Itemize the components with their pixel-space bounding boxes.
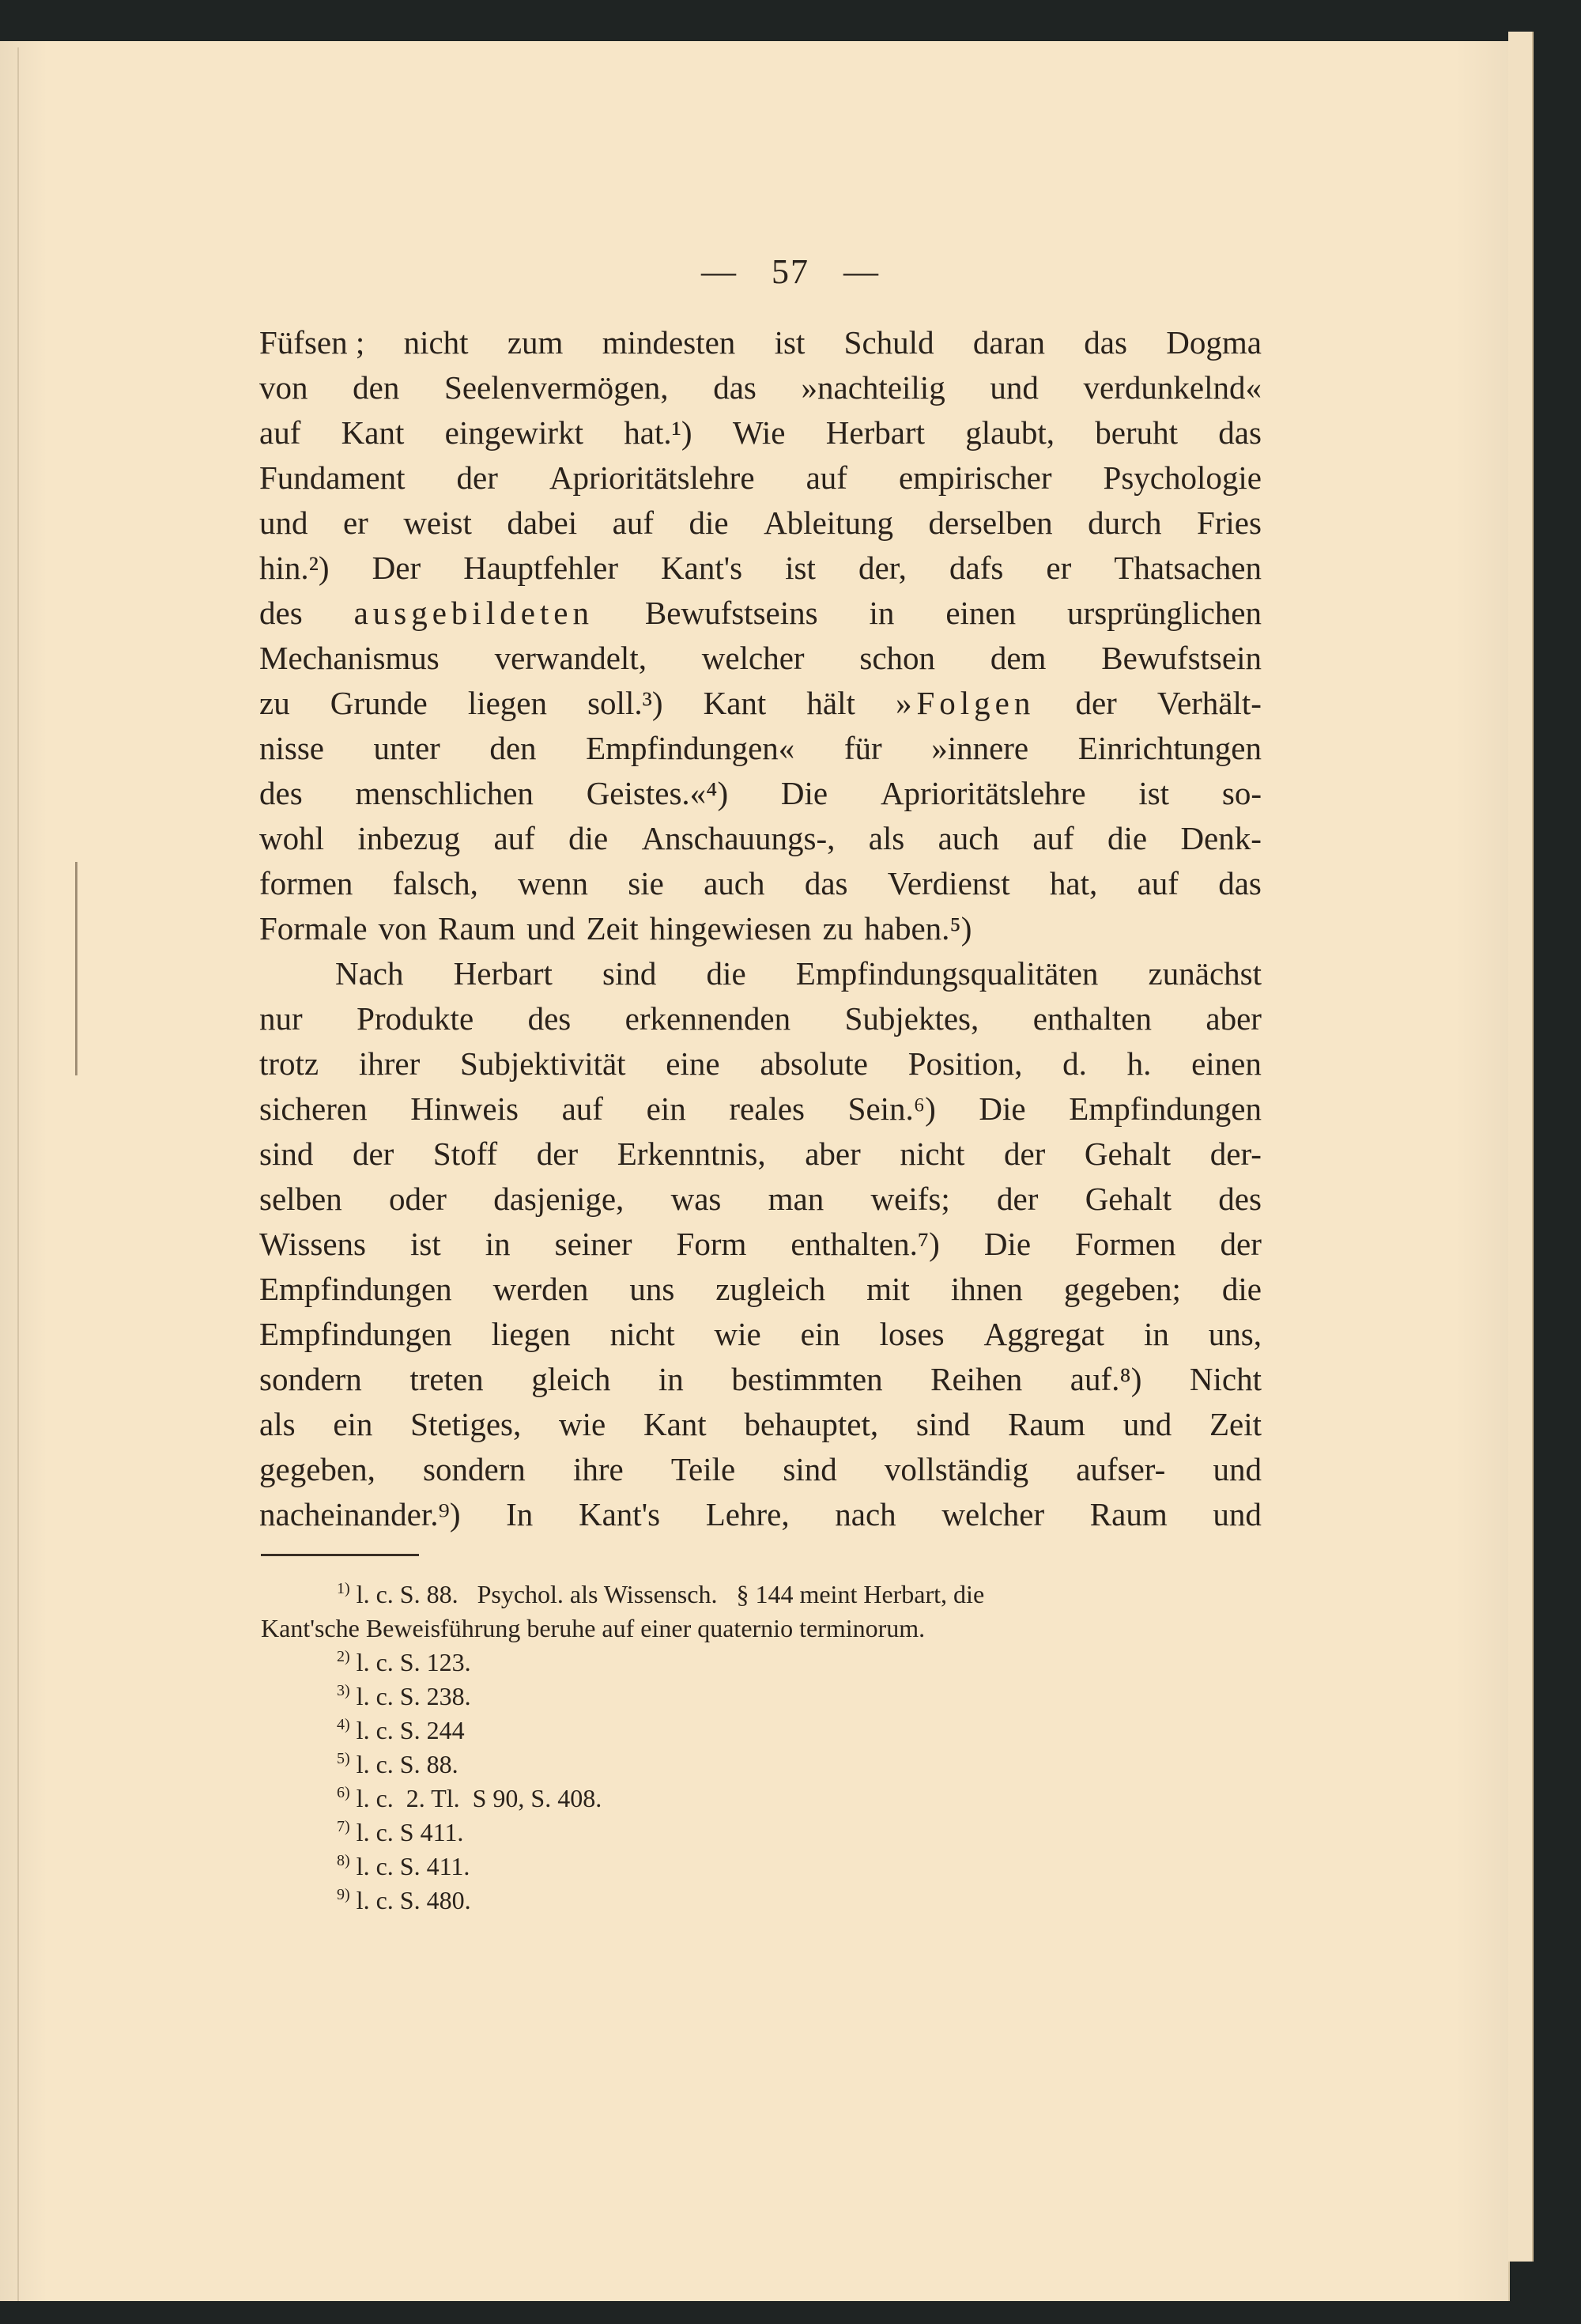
word: Produkte: [357, 1000, 474, 1037]
word: treten: [409, 1361, 484, 1397]
word: des: [259, 595, 303, 631]
word: Bewufstseins: [644, 595, 818, 631]
word: Sein.⁶): [847, 1090, 936, 1127]
text-line: [259, 726, 1262, 771]
word: und: [1123, 1406, 1172, 1442]
word: Denk-: [1180, 820, 1262, 856]
word: wenn: [518, 865, 588, 901]
word: einen: [945, 595, 1017, 631]
word: einen: [1191, 1045, 1262, 1082]
word: welcher: [701, 640, 805, 676]
page-number-value: 57: [772, 252, 809, 291]
word: Dogma: [1166, 324, 1262, 361]
word: hält: [806, 685, 855, 721]
word: sondern: [259, 1361, 362, 1397]
word: inbezug: [357, 820, 461, 856]
word: Herbart: [453, 955, 553, 992]
footnote-text: l. c. S. 88. Psychol. als Wissensch. § 144 meint Herbart, die: [356, 1580, 985, 1608]
word: menschlichen: [355, 775, 534, 811]
text-line: [259, 951, 1262, 996]
word: aufser-: [1076, 1451, 1166, 1487]
word: liegen: [467, 685, 548, 721]
word: Gehalt: [1085, 1181, 1172, 1217]
word: wie: [559, 1406, 606, 1442]
word: Erkenntnis,: [617, 1136, 766, 1172]
word: Formale: [259, 910, 368, 947]
word: Raum: [1089, 1496, 1168, 1532]
word: gegeben,: [259, 1451, 375, 1487]
body-text: [259, 320, 1262, 1537]
word: Verhält-: [1157, 685, 1262, 721]
word: des: [1218, 1181, 1262, 1217]
word: absolute: [760, 1045, 868, 1082]
word: eine: [666, 1045, 720, 1082]
word: von: [259, 369, 308, 406]
word: Mechanismus: [259, 640, 440, 676]
word: Lehre,: [705, 1496, 790, 1532]
footnote-text: l. c. S. 411.: [356, 1852, 470, 1880]
footnote-text: l. c. S. 480.: [356, 1886, 471, 1914]
word: zum: [507, 324, 564, 361]
word: auf: [1032, 820, 1074, 856]
word: in: [869, 595, 895, 631]
footnote-text: l. c. S. 244: [356, 1716, 465, 1744]
word: Zeit: [1209, 1406, 1262, 1442]
word: was: [670, 1181, 722, 1217]
footnotes: [261, 1578, 1263, 1918]
word: das: [1084, 324, 1127, 361]
word: sondern: [423, 1451, 526, 1487]
word: das: [713, 369, 757, 406]
word: Nach: [335, 955, 404, 992]
word: reales: [729, 1090, 805, 1127]
word: auf: [612, 504, 654, 541]
word: Formen: [1075, 1226, 1176, 1262]
word: Form: [676, 1226, 747, 1262]
word: Schuld: [843, 324, 934, 361]
word: Position,: [907, 1045, 1023, 1082]
word: und: [1213, 1496, 1262, 1532]
word: glaubt,: [965, 414, 1055, 451]
footnote-mark: 5): [337, 1750, 350, 1767]
word: vollständig: [884, 1451, 1029, 1487]
footnote: [261, 1646, 1263, 1680]
word: Fries: [1196, 504, 1262, 541]
text-line: [259, 636, 1262, 681]
word: bestimmten: [731, 1361, 883, 1397]
word: dabei: [507, 504, 578, 541]
word: Anschauungs-,: [641, 820, 836, 856]
word: Reihen: [930, 1361, 1023, 1397]
word: mit: [866, 1271, 910, 1307]
word: Die: [780, 775, 828, 811]
word: auch: [704, 865, 765, 901]
word: Stoff: [432, 1136, 498, 1172]
word: schon: [859, 640, 936, 676]
word: Empfindungen: [259, 1316, 452, 1352]
word: Wissens: [259, 1226, 367, 1262]
text-line: [259, 546, 1262, 591]
word: die: [1107, 820, 1148, 856]
footnote: [261, 1850, 1263, 1884]
word: Kant's: [579, 1496, 661, 1532]
word: so-: [1221, 775, 1262, 811]
text-line: [259, 1492, 1262, 1537]
word: »nachteilig: [801, 369, 945, 406]
footnote: [261, 1816, 1263, 1850]
word: zu: [822, 910, 854, 947]
footnote: [261, 1578, 1263, 1612]
word: weist: [403, 504, 472, 541]
word: uns: [629, 1271, 675, 1307]
word: soll.³): [587, 685, 663, 721]
word: Verdienst: [887, 865, 1010, 901]
word: der-: [1209, 1136, 1262, 1172]
word: das: [804, 865, 848, 901]
word: selben: [259, 1181, 342, 1217]
word: Kant: [703, 685, 767, 721]
word: der,: [858, 550, 907, 586]
word: uns,: [1208, 1316, 1262, 1352]
word: Kant: [341, 414, 405, 451]
text-line: [259, 861, 1262, 906]
word: ist: [1138, 775, 1170, 811]
word: als: [259, 1406, 296, 1442]
word: hin.²): [259, 550, 330, 586]
text-line: [259, 365, 1262, 410]
word: ihnen: [950, 1271, 1023, 1307]
word: gegeben;: [1063, 1271, 1181, 1307]
footnote-mark: 9): [337, 1886, 350, 1903]
word: behauptet,: [744, 1406, 879, 1442]
word: auf: [259, 414, 301, 451]
footnote-mark: 7): [337, 1818, 350, 1835]
word: dafs: [949, 550, 1004, 586]
word: von: [378, 910, 428, 947]
word: das: [1218, 414, 1262, 451]
footnote: [261, 1748, 1263, 1782]
footnote-mark: 3): [337, 1682, 350, 1699]
word: liegen: [491, 1316, 571, 1352]
word: Fundament: [259, 459, 406, 496]
word: Nicht: [1189, 1361, 1262, 1397]
word: aber: [805, 1136, 861, 1172]
word: oder: [389, 1181, 447, 1217]
word: sie: [628, 865, 664, 901]
word: Raum: [438, 910, 516, 947]
word: Die: [979, 1090, 1026, 1127]
word: und: [259, 504, 308, 541]
footnote: [261, 1612, 1263, 1646]
word: sicheren: [259, 1090, 368, 1127]
word: der: [536, 1136, 579, 1172]
word: sind: [915, 1406, 971, 1442]
word: »Folgen: [895, 685, 1036, 721]
word: daran: [972, 324, 1045, 361]
word: die: [689, 504, 729, 541]
word: d.: [1062, 1045, 1087, 1082]
word: Aprioritätslehre: [880, 775, 1086, 811]
word: enthalten.⁷): [790, 1226, 940, 1262]
text-line: [259, 591, 1262, 636]
word: nicht: [403, 324, 469, 361]
word: nicht: [609, 1316, 675, 1352]
word: trotz: [259, 1045, 319, 1082]
word: ein: [646, 1090, 686, 1127]
word: der: [1220, 1226, 1262, 1262]
word: ursprünglichen: [1067, 595, 1262, 631]
word: Thatsachen: [1114, 550, 1262, 586]
word: des: [259, 775, 303, 811]
word: Füfsen ;: [259, 324, 365, 361]
footnote: [261, 1782, 1263, 1816]
word: auf: [1137, 865, 1179, 901]
text-line: [259, 771, 1262, 816]
page-number-dash-left: —: [701, 252, 738, 291]
text-line: [259, 1357, 1262, 1402]
word: Kant: [643, 1406, 707, 1442]
page-number: [0, 251, 1581, 292]
word: das: [1218, 865, 1262, 901]
word: Empfindungsqualitäten: [795, 955, 1099, 992]
word: nisse: [259, 730, 324, 766]
word: Aggregat: [983, 1316, 1105, 1352]
footnote-mark: 8): [337, 1852, 350, 1869]
text-line: [259, 1222, 1262, 1267]
word: auf: [806, 459, 847, 496]
word: Seelenvermögen,: [444, 369, 669, 406]
word: Der: [372, 550, 421, 586]
word: ist: [410, 1226, 441, 1262]
word: h.: [1126, 1045, 1152, 1082]
text-line: [259, 1086, 1262, 1132]
word: gleich: [531, 1361, 611, 1397]
footnote-text: Kant'sche Beweisführung beruhe auf einer quaternio terminorum.: [261, 1614, 926, 1642]
word: enthalten: [1032, 1000, 1152, 1037]
word: den: [489, 730, 537, 766]
footnote: [261, 1714, 1263, 1748]
word: welcher: [941, 1496, 1045, 1532]
word: der: [352, 1136, 394, 1172]
word: als: [868, 820, 905, 856]
footnote-mark: 4): [337, 1716, 350, 1733]
word: der: [1003, 1136, 1046, 1172]
word: formen: [259, 865, 353, 901]
word: haben.⁵): [864, 910, 972, 947]
word: aber: [1206, 1000, 1262, 1037]
footnote-separator: [261, 1554, 419, 1556]
word: mindesten: [602, 324, 736, 361]
word: auf.⁸): [1070, 1361, 1142, 1397]
word: die: [568, 820, 609, 856]
word: Ableitung: [764, 504, 894, 541]
text-line: [259, 1132, 1262, 1177]
word: ihre: [572, 1451, 624, 1487]
word: loses: [879, 1316, 945, 1352]
word: Hinweis: [410, 1090, 519, 1127]
word: hingewiesen: [649, 910, 812, 947]
word: der: [997, 1181, 1039, 1217]
page-number-dash-right: —: [843, 252, 880, 291]
word: ihrer: [358, 1045, 421, 1082]
word: Psychologie: [1103, 459, 1262, 496]
word: Herbart: [825, 414, 925, 451]
footnote-mark: 1): [337, 1580, 350, 1597]
word: derselben: [928, 504, 1053, 541]
word: verwandelt,: [494, 640, 647, 676]
word: und: [526, 910, 575, 947]
text-line: [259, 501, 1262, 546]
word: durch: [1088, 504, 1162, 541]
text-line: [259, 681, 1262, 726]
word: erkennenden: [624, 1000, 791, 1037]
word: und: [990, 369, 1039, 406]
word: beruht: [1095, 414, 1179, 451]
word: er: [342, 504, 368, 541]
word: eingewirkt: [444, 414, 583, 451]
word: Aprioritätslehre: [549, 459, 755, 496]
text-line: [259, 1177, 1262, 1222]
binding-crease: [17, 47, 19, 2301]
word: auf: [561, 1090, 603, 1127]
footnote-text: l. c. 2. Tl. S 90, S. 408.: [356, 1784, 602, 1812]
word: Bewufstsein: [1101, 640, 1262, 676]
text-line: [259, 1447, 1262, 1492]
word: den: [353, 369, 400, 406]
word: sind: [602, 955, 657, 992]
word: Raum: [1007, 1406, 1085, 1442]
footnote: [261, 1680, 1263, 1714]
text-line: [259, 1267, 1262, 1312]
text-line: [259, 455, 1262, 501]
word: in: [658, 1361, 684, 1397]
word: Subjektes,: [844, 1000, 979, 1037]
word: zugleich: [715, 1271, 826, 1307]
footnote-mark: 6): [337, 1784, 350, 1801]
word: ein: [333, 1406, 373, 1442]
word: ist: [774, 324, 806, 361]
word: in: [1143, 1316, 1169, 1352]
word: auch: [938, 820, 999, 856]
footnote-mark: 2): [337, 1648, 350, 1665]
word: zu: [259, 685, 290, 721]
word: Gehalt: [1084, 1136, 1172, 1172]
word: er: [1046, 550, 1072, 586]
word: Hauptfehler: [463, 550, 618, 586]
word: für: [843, 730, 882, 766]
word: hat,: [1049, 865, 1098, 901]
text-line: [259, 996, 1262, 1041]
word: Teile: [670, 1451, 736, 1487]
footnote-text: l. c. S. 88.: [356, 1750, 458, 1778]
word: »innere: [931, 730, 1029, 766]
word: und: [1213, 1451, 1262, 1487]
word: Geistes.«⁴): [586, 775, 729, 811]
word: Wie: [732, 414, 786, 451]
word: Kant's: [661, 550, 743, 586]
word: nacheinander.⁹): [259, 1496, 461, 1532]
word: Grunde: [330, 685, 428, 721]
word: in: [485, 1226, 511, 1262]
word: ausgebildeten: [353, 595, 594, 631]
word: werden: [492, 1271, 589, 1307]
page-edge: [1508, 32, 1534, 2262]
text-line: [259, 1312, 1262, 1357]
word: Empfindungen: [1069, 1090, 1262, 1127]
word: dasjenige,: [493, 1181, 624, 1217]
word: die: [1221, 1271, 1262, 1307]
text-line: [259, 816, 1262, 861]
word: auf: [493, 820, 535, 856]
word: ein: [800, 1316, 840, 1352]
word: zunächst: [1148, 955, 1262, 992]
word: Empfindungen: [259, 1271, 452, 1307]
word: wie: [714, 1316, 761, 1352]
word: falsch,: [392, 865, 478, 901]
word: Die: [983, 1226, 1032, 1262]
word: sind: [259, 1136, 314, 1172]
word: der: [1075, 685, 1117, 721]
word: nach: [835, 1496, 896, 1532]
word: hat.¹): [624, 414, 692, 451]
word: nicht: [900, 1136, 965, 1172]
footnote-text: l. c. S. 238.: [356, 1682, 471, 1710]
footnote-text: l. c. S 411.: [356, 1818, 464, 1846]
text-line: [259, 1402, 1262, 1447]
word: ist: [785, 550, 816, 586]
word: In: [506, 1496, 534, 1532]
footnote-text: l. c. S. 123.: [356, 1648, 471, 1676]
text-line: [259, 320, 1262, 365]
word: unter: [373, 730, 440, 766]
text-line: [259, 1041, 1262, 1086]
text-line: [259, 410, 1262, 455]
word: Subjektivität: [460, 1045, 626, 1082]
word: dem: [990, 640, 1047, 676]
text-line: [259, 906, 1262, 951]
word: sind: [783, 1451, 837, 1487]
word: verdunkelnd«: [1083, 369, 1262, 406]
word: nur: [259, 1000, 303, 1037]
word: weifs;: [870, 1181, 950, 1217]
word: Einrichtungen: [1077, 730, 1262, 766]
word: seiner: [554, 1226, 632, 1262]
word: Stetiges,: [410, 1406, 522, 1442]
page-mark: [75, 862, 77, 1075]
word: empirischer: [898, 459, 1052, 496]
footnote: [261, 1884, 1263, 1918]
word: der: [456, 459, 498, 496]
word: des: [527, 1000, 572, 1037]
word: die: [706, 955, 746, 992]
word: man: [768, 1181, 824, 1217]
word: Empfindungen«: [586, 730, 795, 766]
word: wohl: [259, 820, 324, 856]
word: Zeit: [586, 910, 639, 947]
